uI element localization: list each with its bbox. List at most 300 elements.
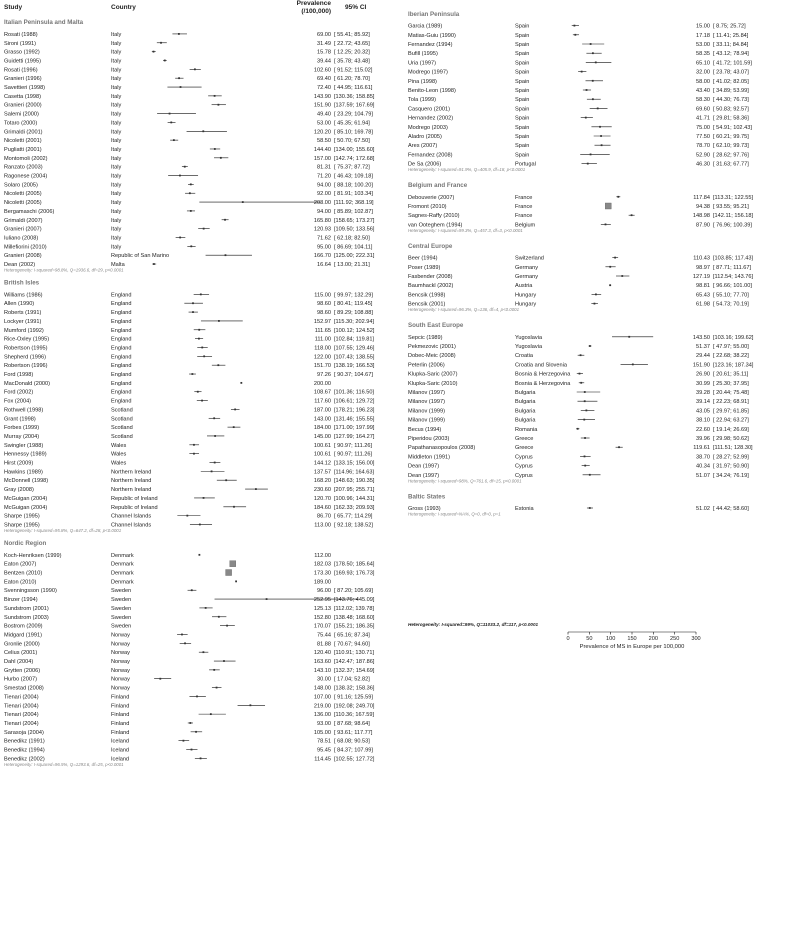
point-estimate [233,506,235,508]
prevalence-value: 105.00 [313,729,331,736]
study-label: Fernandez (2008) [408,152,453,159]
point-estimate [587,163,589,165]
country-label: Sweden [111,605,132,612]
country-label: France [515,213,533,220]
study-label: Dobec-Meic (2008) [408,353,456,360]
country-label: Italy [111,146,122,153]
point-estimate [201,347,203,349]
ci-value: [113.31; 122.55] [713,194,754,201]
country-label: Italy [111,93,122,100]
prevalence-value: 113.00 [314,522,331,529]
prevalence-value: 120.70 [313,495,331,502]
study-row [4,399,375,405]
ci-value: [ 23.78; 43.07] [713,69,749,76]
study-label: Totaro (2000) [4,120,38,127]
country-label: Norway [111,659,130,666]
ci-value: [ 28.27; 52.99] [713,454,749,461]
ci-value: [103.85; 117.43] [713,255,754,262]
country-label: Norway [111,685,130,692]
study-label: Gronlie (2000) [4,641,40,648]
study-row [4,721,370,727]
ci-value: [110.91; 130.71] [334,650,375,657]
study-row [4,730,373,736]
point-estimate [632,364,634,366]
group-title: Central Europe [408,243,453,250]
prevalence-value: 77.50 [696,134,710,140]
prevalence-value: 32.00 [696,69,710,76]
study-label: Bencsik (2001) [408,301,446,308]
study-row [4,739,370,745]
point-estimate [214,148,216,150]
country-label: Spain [515,23,530,30]
ci-value: [ 31.63; 67.77] [713,161,749,168]
prevalence-value: 93.00 [317,720,331,727]
study-row [4,659,375,665]
point-estimate [183,740,185,742]
prevalence-value: 75.00 [696,124,710,131]
ci-value: [ 19.14; 26.69] [713,426,749,433]
point-estimate [581,71,583,73]
study-row [4,292,373,298]
study-label: Benedikz (1994) [4,747,45,754]
country-label: Iceland [111,747,130,754]
study-label: Sepcic (1989) [408,334,443,341]
country-label: Italy [111,244,122,251]
prevalence-value: 39.28 [696,390,710,396]
ci-value: [132.37; 154.69] [334,667,375,674]
study-row [4,677,370,683]
study-row [4,641,370,647]
point-estimate [614,257,616,259]
study-label: Granieri (1996) [4,76,42,83]
prevalence-value: 98.97 [696,264,710,271]
study-label: Binzer (1994) [4,597,38,604]
study-row [408,464,749,470]
study-row [4,461,375,467]
group-heterogeneity: Heterogeneity: I-squared=99.3%, Q=457.3, df=3, p<0.0001 [408,228,523,233]
study-label: Gray (2008) [4,487,34,494]
study-row [4,407,375,413]
study-row [4,425,375,431]
study-row [4,200,374,206]
prevalence-value: 41.71 [696,115,710,122]
prevalence-value: 152.97 [313,318,331,325]
prevalence-value: 100.61 [313,451,331,458]
study-label: Hawkins (1989) [4,469,43,476]
ci-value: [133.15; 156.00] [334,460,375,467]
ci-value: [ 13.00; 21.31] [334,262,370,269]
study-label: Tienari (2004) [4,712,39,719]
country-label: Bosnia & Herzegovina [515,371,571,378]
axis-tick-label: 300 [691,636,701,642]
prevalence-value: 165.80 [313,217,331,224]
point-estimate [590,43,592,45]
ci-value: [ 43.12; 78.94] [713,51,749,58]
point-estimate [194,68,196,70]
study-row [4,41,370,47]
study-row [4,686,375,692]
point-estimate [605,224,607,226]
study-label: Papathanasopoulos (2008) [408,445,476,452]
study-row [4,244,373,250]
study-row [4,337,374,343]
ci-value: [ 17.04; 52.82] [334,676,370,683]
prevalence-value: 117.84 [693,194,710,201]
country-label: Spain [515,97,530,104]
group-title: Baltic States [408,493,446,501]
point-estimate [584,456,586,458]
country-label: England [111,389,132,396]
point-estimate [601,144,603,146]
ci-value: [109.50; 133.56] [334,226,375,233]
point-estimate [178,77,180,79]
study-label: Ares (2007) [408,143,438,150]
country-label: Cyprus [515,463,533,470]
point-estimate [189,192,191,194]
prevalence-value: 71.20 [317,173,331,180]
study-label: Tola (1999) [408,97,436,104]
point-estimate [600,135,602,137]
ci-value: [ 88.18; 100.20] [334,182,373,189]
prevalence-value: 22.60 [696,426,710,433]
ci-value: [ 11.41; 25.84] [713,32,749,39]
prevalence-value: 152.80 [313,614,331,621]
study-row [4,650,374,656]
prevalence-value: 252.95 [313,597,331,604]
study-label: Salemi (2000) [4,111,39,118]
study-row [408,24,746,30]
ci-value: [110.36; 167.59] [334,712,375,719]
study-row [4,381,331,387]
point-estimate [153,51,155,53]
point-estimate [198,554,200,556]
study-row [408,134,749,140]
study-row [4,668,375,674]
country-label: Hungary [515,292,537,299]
axis-tick-label: 200 [648,636,659,642]
point-estimate [592,98,594,100]
study-label: Forbes (1999) [4,425,40,432]
country-label: England [111,318,132,325]
ci-value: [ 29.97; 61.85] [713,408,749,415]
study-label: Koch-Henriksen (1999) [4,552,62,559]
prevalence-value: 43.05 [696,408,710,415]
point-estimate [170,122,172,124]
prevalence-value: 200.00 [313,380,331,387]
prevalence-value: 120.20 [313,129,331,136]
country-label: Denmark [111,561,134,568]
study-row [4,345,375,351]
study-label: Becus (1994) [408,426,442,433]
study-label: McGuigan (2004) [4,504,48,511]
ci-value: [ 62.10; 99.73] [713,143,749,150]
group-heterogeneity: Heterogeneity: I-squared=96.5%, Q=1293.6, df=25, p<0.0001 [4,761,124,767]
country-label: Yugoslavia [515,344,543,350]
study-row [4,390,374,396]
country-label: Italy [111,200,122,207]
ci-value: [ 91.52; 115.02] [334,67,373,74]
study-row [4,561,375,568]
point-estimate [203,497,205,499]
prevalence-value: 143.00 [313,416,331,423]
study-label: Savettieri (1998) [4,85,46,92]
prevalence-value: 98.60 [317,310,331,317]
point-estimate [266,598,268,600]
ci-value: [ 45.35; 61.94] [334,120,370,127]
point-estimate [153,263,155,265]
study-label: Baumhackl (2002) [408,283,454,290]
prevalence-value: 94.38 [696,204,710,210]
study-row [4,67,373,73]
point-estimate [233,426,235,428]
country-label: Spain [515,88,530,94]
country-label: Bulgaria [515,399,536,406]
country-label: Spain [515,124,530,131]
point-estimate [198,329,200,331]
prevalence-value: 97.26 [317,372,331,379]
group-heterogeneity: Heterogeneity: I-squared=98.8%, Q=1936.6, df=29, p<0.0001 [4,267,124,273]
prevalence-value: 143.50 [692,334,710,341]
ci-value: [ 87.68; 98.64] [334,720,370,727]
ci-value: [127.99; 164.27] [334,433,375,440]
ci-value: [100.96; 144.31] [334,495,375,502]
study-label: Rothwell (1998) [4,407,44,414]
point-estimate [577,428,579,430]
prevalence-value: 148.98 [692,213,710,220]
study-label: Bostrom (2009) [4,623,43,630]
point-estimate [198,338,200,340]
point-estimate [196,696,198,698]
prevalence-value: 95.45 [317,747,331,754]
study-label: Uria (1997) [408,60,436,67]
country-label: Italy [111,85,122,92]
study-label: Ranzato (2003) [4,164,43,171]
study-label: Allen (1990) [4,301,35,308]
point-estimate [159,678,161,680]
point-estimate [181,634,183,636]
point-estimate-box [605,203,611,209]
point-estimate [617,196,619,198]
ci-value: [111.92; 368.19] [334,200,374,207]
country-label: Italy [111,31,122,38]
country-label: Italy [111,182,122,189]
group-title: Iberian Peninsula [408,11,460,18]
study-label: Poser (1989) [408,264,441,271]
study-row [408,70,749,76]
country-label: Wales [111,460,127,467]
study-label: Sundstrom (2001) [4,605,49,612]
country-label: Hungary [515,301,537,308]
ci-value: [ 84.37; 107.99] [334,747,373,754]
point-estimate [193,444,195,446]
ci-value: [125.00; 222.31] [334,253,375,260]
point-estimate [589,507,591,509]
point-estimate [216,687,218,689]
prevalence-value: 31.49 [317,40,331,47]
ci-value: [178.50; 185.64] [334,561,375,568]
point-estimate [202,130,204,132]
ci-value: [131.46; 155.55] [334,416,375,423]
study-row [4,138,370,144]
study-label: Granieri (2007) [4,226,42,233]
country-label: Romania [515,426,538,433]
ci-value: [169.93; 176.73] [334,570,375,577]
country-label: Republic of San Marino [111,253,170,260]
ci-value: [ 20.44; 75.48] [713,390,749,396]
point-estimate [202,651,204,653]
study-label: Middleton (1991) [408,454,450,461]
country-label: England [111,345,132,352]
country-label: England [111,398,132,405]
prevalence-value: 49.40 [317,111,331,118]
ci-value: [ 20.61; 35.11] [713,371,749,378]
study-label: Hernandez (2002) [408,115,454,122]
prevalence-value: 51.07 [696,472,710,479]
prevalence-value: 114.45 [314,756,331,763]
country-label: Channel Islands [111,522,152,529]
point-estimate [589,474,591,476]
prevalence-value: 75.44 [317,632,331,639]
prevalence-value: 58.30 [696,97,710,104]
study-label: Granieri (2008) [4,253,42,260]
prevalence-value: 92.00 [317,191,331,198]
point-estimate [235,580,237,582]
study-label: Iuliano (2008) [4,235,39,242]
study-row [408,399,749,405]
study-row [4,597,375,603]
prevalence-value: 120.93 [313,226,331,233]
country-label: England [111,336,132,343]
country-label: Italy [111,49,122,56]
study-row [408,353,749,359]
study-label: Grimaldi (2007) [4,217,43,224]
prevalence-value: 53.00 [696,42,710,48]
point-estimate [595,294,597,296]
study-label: Milanov (1997) [408,390,445,396]
prevalence-value: 122.00 [313,354,331,361]
point-estimate [184,166,186,168]
study-label: Montomoli (2002) [4,155,48,162]
country-label: Italy [111,217,122,224]
ci-value: [107.43; 138.55] [334,354,375,361]
point-estimate [217,364,219,366]
study-label: Sundstrom (2003) [4,614,49,621]
study-row [4,328,375,334]
study-label: Klupka-Saric (2007) [408,371,458,378]
study-label: Pina (1998) [408,78,437,85]
header-country: Country [111,4,136,11]
study-row [408,106,749,112]
header-prevalence-unit: (/100,000) [301,8,331,15]
study-row [4,703,375,709]
study-label: Lockyer (1991) [4,318,42,325]
point-estimate-box [226,570,232,576]
study-row [4,478,375,484]
prevalence-value: 108.67 [313,389,331,396]
country-label: Germany [515,264,539,271]
point-estimate [618,446,620,448]
prevalence-value: 118.00 [314,345,331,352]
prevalence-value: 40.34 [696,463,710,470]
table-header [4,0,367,15]
study-label: Casetta (1998) [4,93,42,100]
group-heterogeneity: Heterogeneity: I-squared=98%, Q=761.6, df=15, p<0.0001 [408,478,522,484]
point-estimate [190,210,192,212]
country-label: Norway [111,650,130,657]
prevalence-value: 111.00 [314,336,331,343]
group-4 [408,182,753,233]
study-row [4,372,373,378]
header-prevalence: Prevalence [296,0,331,7]
ci-value: [123.16; 187.34] [713,362,754,369]
country-label: Spain [515,115,530,122]
ci-value: [ 61.20; 78.70] [334,76,370,83]
study-row [4,85,373,91]
country-label: Italy [111,111,122,118]
ci-value: [ 54.73; 70.19] [713,301,749,308]
study-row [4,253,375,259]
prevalence-value: 38.70 [696,454,710,461]
study-row [408,436,749,442]
prevalence-value: 119.61 [693,445,710,452]
prevalence-value: 81.88 [317,641,331,648]
prevalence-value: 51.02 [696,506,710,512]
point-estimate [210,713,212,715]
point-estimate [631,214,633,216]
ci-value: [112.54; 143.76] [713,274,754,280]
prevalence-value: 58.00 [696,78,710,85]
study-label: Sagnes-Raffy (2010) [408,213,460,220]
country-label: Bulgaria [515,408,536,415]
point-estimate [192,311,194,313]
point-estimate [197,391,199,393]
country-label: Norway [111,676,130,683]
group-title: South East Europe [408,322,464,330]
study-label: Benedikz (1991) [4,738,45,745]
point-estimate [597,108,599,110]
point-estimate [584,437,586,439]
ci-value: [158.65; 173.27] [334,217,375,224]
study-label: Fernandez (1994) [408,42,453,48]
ci-value: [ 68.08; 90.53] [334,738,370,745]
prevalence-value: 30.99 [696,380,710,387]
country-label: Italy [111,40,122,47]
country-label: Bulgaria [515,417,536,424]
prevalence-value: 29.44 [696,353,710,360]
prevalence-value: 151.70 [313,363,331,370]
ci-value: [192.08; 249.70] [334,703,375,710]
prevalence-value: 65.43 [696,292,710,299]
study-row [408,390,749,396]
ci-value: [ 90.37; 104.67] [334,372,373,379]
study-label: Sharpe (1995) [4,522,40,529]
country-label: Iceland [111,738,130,745]
study-label: Aladro (2005) [408,134,442,140]
study-label: Piperidou (2003) [408,436,450,442]
study-label: Gross (1993) [408,506,441,512]
country-label: Italy [111,191,122,198]
study-row [408,116,749,122]
group-title: Italian Peninsula and Malta [4,19,84,26]
prevalence-value: 51.37 [696,344,710,350]
ci-value: [107.55; 129.46] [334,345,375,352]
country-label: Croatia [515,353,534,360]
ci-value: [130.36; 158.85] [334,93,375,100]
ci-value: [ 89.29; 108.88] [334,310,373,317]
study-row [4,120,370,126]
point-estimate [200,293,202,295]
prevalence-value: 136.00 [313,712,331,719]
